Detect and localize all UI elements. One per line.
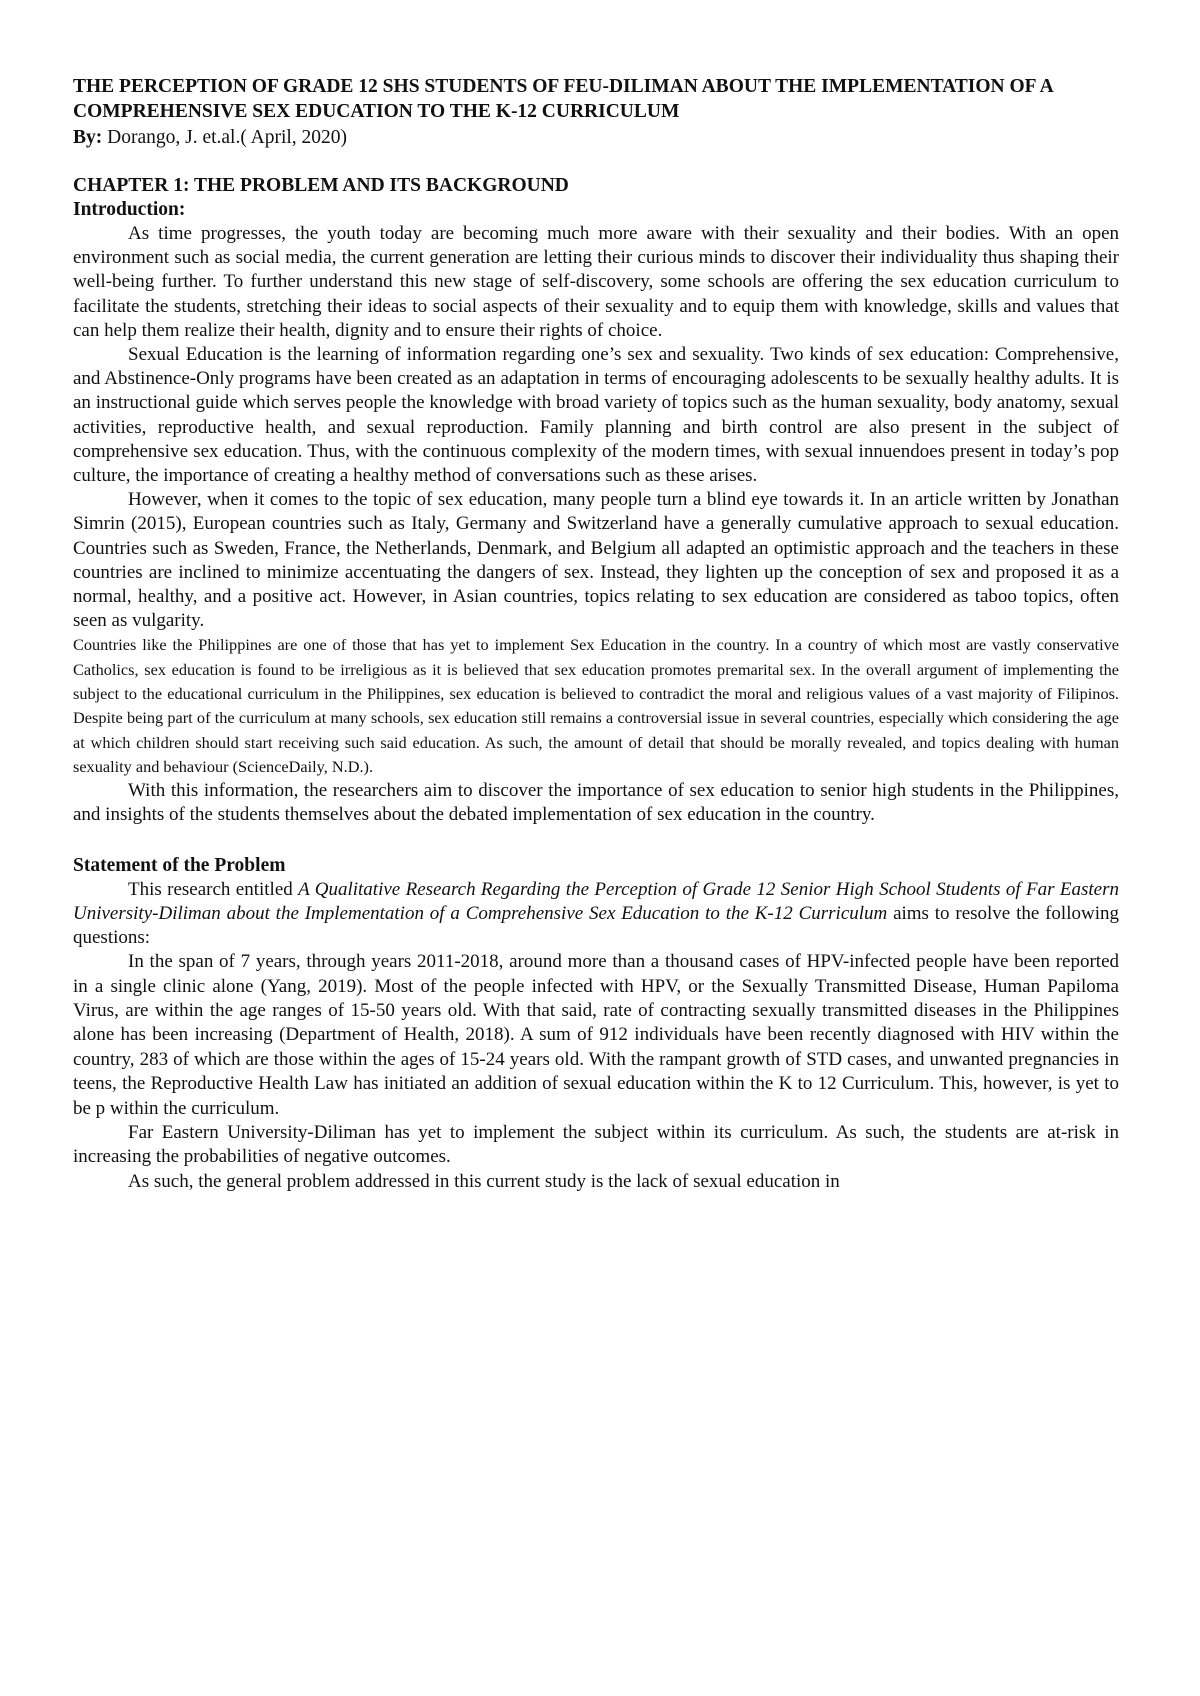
problem-intro-prefix: This research entitled — [128, 878, 299, 900]
intro-paragraph-1: As time progresses, the youth today are becoming much more aware with their sexuality and their bodies. With an open environment such as social media, the current generation are letting their curious minds to discover their individuality thus shaping their well-being further. To further understand this new stage of self-discovery, some schools are offering the sex education curriculum to facilitate the students, stretching their ideas to social aspects of their sexuality and to equip them with knowledge, skills and values that can help them realize their health, dignity and to ensure their rights of choice. — [73, 223, 1119, 341]
problem-intro-suffix: aims to resolve the following questions: — [73, 902, 1119, 949]
intro-paragraph-4: Countries like the Philippines are one of those that has yet to implement Sex Education in the country. In a country of which most are vastly conservative Catholics, sex education is found to be irreligious as it is believed that sex education promotes premarital sex. In the overall argument of implementing the subject to the educational curriculum in the Philippines, sex education is believed to contradict the moral and religious values of a vast majority of Filipinos. Despite being part of the curriculum at many schools, sex education still remains a controversial issue in several countries, especially which considering the age at which children should start receiving such said education. As such, the amount of detail that should be morally revealed, and topics dealing with human sexuality and behaviour (ScienceDaily, N.D.). — [73, 635, 1119, 776]
document-title: THE PERCEPTION OF GRADE 12 SHS STUDENTS OF FEU-DILIMAN ABOUT THE IMPLEMENTATION OF A COMPREHENSIVE SEX EDUCATION TO THE K-12 CURRICULUM — [73, 76, 1053, 122]
byline — [73, 125, 1119, 151]
document-page — [73, 74, 1119, 1194]
intro-paragraph-3: However, when it comes to the topic of sex education, many people turn a blind eye towards it. In an article written by Jonathan Simrin (2015), European countries such as Italy, Germany and Switzerland have a generally cumulative approach to sexual education. Countries such as Sweden, France, the Netherlands, Denmark, and Belgium all adapted an optimistic approach and the teachers in these countries are inclined to minimize accentuating the dangers of sex. Instead, they lighten up the conception of sex and proposed it as a normal, healthy, and a positive act. However, in Asian countries, topics relating to sex education are considered as taboo topics, often seen as vulgarity. — [73, 489, 1119, 632]
problem-heading: Statement of the Problem — [73, 854, 286, 876]
intro-paragraph-2: Sexual Education is the learning of information regarding one’s sex and sexuality. Two kinds of sex education: Comprehensive, and Abstinence-Only programs have been created as an adaptation in terms of encouraging adolescents to be sexually healthy adults. It is an instructional guide which serves people the knowledge with broad variety of topics such as the human sexuality, body anatomy, sexual activities, reproductive health, and sexual reproduction. Family planning and birth control are also present in the subject of comprehensive sex education. Thus, with the continuous complexity of the modern times, with sexual innuendoes present in today’s pop culture, the importance of creating a healthy method of conversations such as these arises. — [73, 344, 1119, 487]
chapter-heading: CHAPTER 1: THE PROBLEM AND ITS BACKGROUND — [73, 175, 569, 196]
intro-paragraph-5: With this information, the researchers aim to discover the importance of sex education to senior high students in the Philippines, and insights of the students themselves about the debated implementation of sex education in the country. — [73, 780, 1119, 826]
problem-paragraph-1: In the span of 7 years, through years 2011-2018, around more than a thousand cases of HPV-infected people have been reported in a single clinic alone (Yang, 2019). Most of the people infected with HPV, or the Sexually Transmitted Disease, Human Papiloma Virus, are within the age ranges of 15-50 years old. With that said, rate of contracting sexually transmitted diseases in the Philippines alone has been increasing (Department of Health, 2018). A sum of 912 individuals have been recently diagnosed with HIV within the country, 283 of which are those within the ages of 15-24 years old. With the rampant growth of STD cases, and unwanted pregnancies in teens, the Reproductive Health Law has initiated an addition of sexual education within the K to 12 Curriculum. This, however, is yet to be p within the curriculum. — [73, 951, 1119, 1119]
byline-label: By: — [73, 127, 103, 148]
problem-intro-paragraph — [73, 878, 1119, 951]
byline-authors: Dorango, J. et.al.( April, 2020) — [102, 127, 348, 148]
research-title-italic: A Qualitative Research Regarding the Perception of Grade 12 Senior High School Students of Far Eastern University-Diliman about the Implementation of a Comprehensive Sex Education to the K-12 Curriculum — [73, 878, 1119, 924]
introduction-heading: Introduction: — [73, 199, 186, 220]
problem-paragraph-3: As such, the general problem addressed in this current study is the lack of sexual education in — [128, 1170, 840, 1192]
problem-paragraph-2: Far Eastern University-Diliman has yet to implement the subject within its curriculum. As such, the students are at-risk in increasing the probabilities of negative outcomes. — [73, 1122, 1119, 1168]
